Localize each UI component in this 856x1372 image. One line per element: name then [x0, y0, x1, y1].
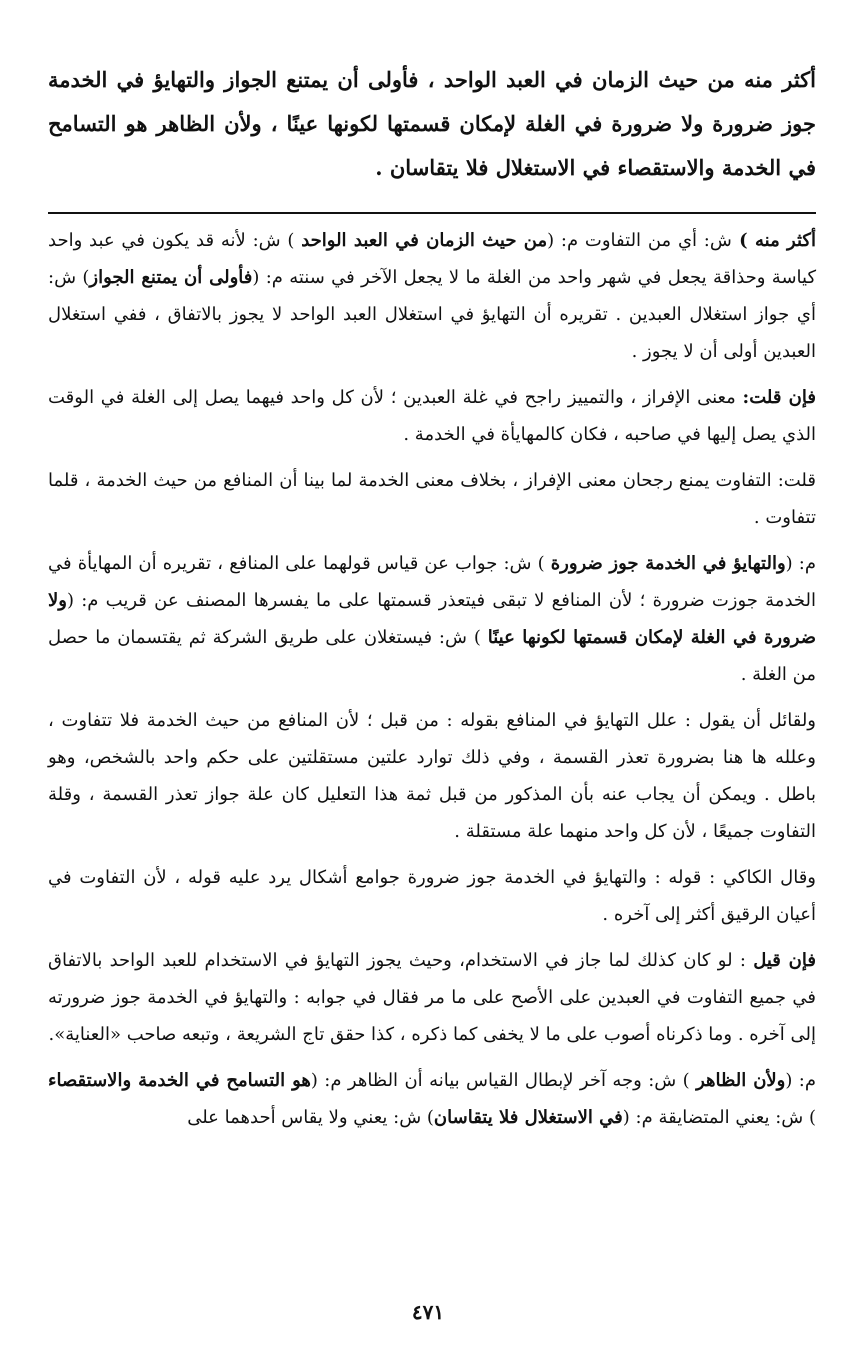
- commentary: [48, 222, 816, 1136]
- commentary-text: قلت: التفاوت يمنع رجحان معنى الإفراز ، بخلاف معنى الخدمة لما بينا أن المنافع من حيث الخدمة ، قلما تتفاوت .: [48, 470, 816, 528]
- commentary-text: ) ش: أي جواز استغلال العبدين . تقريره أن التهايؤ في استغلال العبد الواحد لا يجوز بالاتفاق ، ففي استغلال العبدين أولى أن لا يجوز .: [48, 267, 816, 362]
- commentary-text: ) ش: جواب عن قياس قولهما على المنافع ، تقريره أن المهايأة في الخدمة جوزت ضرورة ؛ لأن المنافع لا تبقى فيتعذر قسمتها على ما يفسرها المصنف عن قريب م: (: [48, 553, 816, 611]
- commentary-text: : لو كان كذلك لما جاز في الاستخدام، وحيث يجوز التهايؤ في الاستخدام للعبد الواحد بالاتفاق في جميع التفاوت في العبدين على الأصح على ما مر فقال في جوابه : والتهايؤ في الخدمة جوز ضرورته إلى آخره . وما ذكرناه أصوب على ما لا يخفى كما ذكره ، كذا حقق تاج الشريعة ، وتبعه صاحب «العناية».: [48, 950, 816, 1045]
- commentary-text: معنى الإفراز ، والتمييز راجح في غلة العبدين ؛ لأن كل واحد فيهما يصل إلى الغلة في الوقت الذي يصل إليها في صاحبه ، فكان كالمهايأة في الخدمة .: [48, 387, 816, 445]
- quoted-text: فأولى أن يمتنع الجواز: [89, 267, 253, 288]
- quoted-text: هو التسامح في الخدمة والاستقصاء: [48, 1070, 311, 1091]
- commentary-text: وقال الكاكي : قوله : والتهايؤ في الخدمة جوز ضرورة جوامع أشكال يرد عليه قوله ، لأن التفاوت في أعيان الرقيق أكثر إلى آخره .: [48, 867, 816, 925]
- commentary-text: ولقائل أن يقول : علل التهايؤ في المنافع بقوله : من قبل ؛ لأن المنافع من حيث الخدمة فلا تتفاوت ، وعلله ها هنا بضرورة تعذر القسمة ، وفي ذلك توارد علتين مستقلتين على حكم واحد بالشخص، وهو باطل . ويمكن أن يجاب عنه بأن المذكور من قبل ثمة هذا التعليل كان علة جواز تعذر القسمة ، وقلة التفاوت جميعًا ، لأن كل واحد منهما علة مستقلة .: [48, 710, 816, 842]
- quoted-text: والتهايؤ في الخدمة جوز ضرورة: [550, 553, 786, 574]
- quoted-text: ولأن الظاهر: [696, 1070, 786, 1091]
- commentary-paragraph-6: [48, 859, 816, 933]
- quoted-text: فإن قيل: [753, 950, 816, 971]
- commentary-paragraph-8: [48, 1062, 816, 1136]
- commentary-text: ) ش: وجه آخر لإبطال القياس بيانه أن الظاهر م: (: [310, 1070, 697, 1091]
- main-text: أكثر منه من حيث الزمان في العبد الواحد ، فأولى أن يمتنع الجواز والتهايؤ في الخدمة جوز ضرورة ولا ضرورة في الغلة لإمكان قسمتها لكونها عينًا ، ولأن الظاهر هو التسامح في الخدمة والاستقصاء في الاستغلال فلا يتقاسان .: [48, 67, 816, 180]
- quoted-text: فإن قلت:: [742, 387, 816, 408]
- commentary-paragraph-4: [48, 545, 816, 693]
- commentary-paragraph-7: [48, 942, 816, 1053]
- commentary-text: ) ش: يعني المتضايقة م: (: [622, 1107, 816, 1128]
- commentary-text: ش: أي من التفاوت م: (: [547, 230, 732, 251]
- commentary-paragraph-5: [48, 702, 816, 850]
- quoted-text: ولا ضرورة في الغلة لإمكان قسمتها لكونها عينًا: [48, 590, 817, 648]
- quoted-text: في الاستغلال فلا يتقاسان: [433, 1107, 623, 1128]
- commentary-paragraph-2: [48, 379, 816, 453]
- commentary-text: ) ش: يعني ولا يقاس أحدهما على: [187, 1107, 434, 1128]
- page-number: ٤٧١: [411, 1300, 445, 1324]
- commentary-text: م: (: [785, 553, 817, 574]
- commentary-paragraph-1: [48, 222, 816, 370]
- commentary-text: ) ش: فيستغلان على طريق الشركة ثم يقتسمان ما حصل من الغلة .: [48, 627, 816, 685]
- quoted-text: من حيث الزمان في العبد الواحد: [301, 230, 548, 251]
- commentary-paragraph-3: [48, 462, 816, 536]
- separator-line: [48, 212, 816, 214]
- commentary-text: م: (: [785, 1070, 817, 1091]
- page-body: [48, 58, 816, 1145]
- quoted-text: أكثر منه ): [731, 230, 816, 251]
- commentary-text: ) ش: لأنه قد يكون في عبد واحد كياسة وحذاقة يجعل في شهر واحد من الغلة ما لا يجعل الآخر في سنته م: (: [48, 230, 817, 288]
